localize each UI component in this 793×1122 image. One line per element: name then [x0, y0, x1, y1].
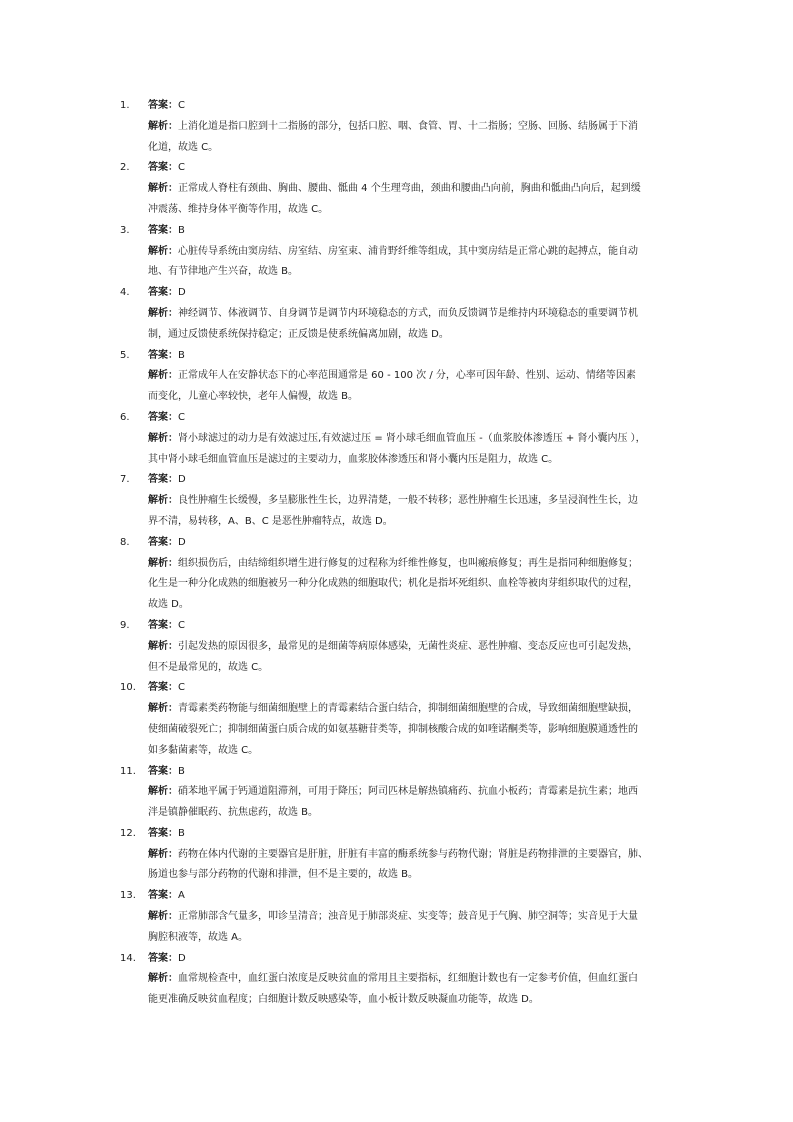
analysis-text: 冲震荡、维持身体平衡等作用，故选 C。	[148, 203, 329, 215]
analysis-label: 解析：	[148, 183, 178, 195]
analysis-text: 界不清，易转移，A、B、C 是恶性肿瘤特点，故选 D。	[148, 515, 393, 527]
answer-line	[148, 678, 676, 699]
answer-item	[0, 283, 793, 345]
answer-value: C	[178, 100, 185, 111]
item-body	[148, 762, 676, 824]
item-number: 11.	[120, 765, 136, 777]
analysis-text: 肾小球滤过的动力是有效滤过压,有效滤过压 = 肾小球毛细血管血压 -（血浆胶体渗透压 + 肾小囊内压 ），	[178, 432, 646, 444]
analysis-label: 解析：	[148, 307, 178, 319]
analysis-text: 组织损伤后，由结缔组织增生进行修复的过程称为纤维性修复，也叫瘢痕修复；再生是指同种细胞修复；	[178, 557, 638, 569]
answer-line	[148, 824, 676, 845]
answer-item	[0, 158, 793, 220]
analysis-line	[148, 658, 676, 679]
analysis-line	[148, 512, 676, 533]
answer-label: 答案：	[148, 890, 178, 902]
analysis-label: 解析：	[148, 370, 178, 382]
answer-value: C	[178, 619, 185, 631]
analysis-text: 泮是镇静催眠药、抗焦虑药，故选 B。	[148, 807, 319, 819]
answer-label: 答案：	[148, 100, 178, 111]
item-number: 3.	[120, 224, 130, 236]
answer-label: 答案：	[148, 765, 178, 777]
answer-line	[148, 949, 676, 970]
analysis-line	[148, 554, 676, 575]
analysis-line	[148, 491, 676, 512]
analysis-line	[148, 429, 676, 450]
item-body	[148, 408, 676, 470]
answer-item	[0, 470, 793, 532]
item-body	[148, 283, 676, 345]
answer-value: D	[178, 474, 186, 486]
analysis-label: 解析：	[148, 640, 178, 652]
item-body	[148, 470, 676, 532]
item-body	[148, 221, 676, 283]
analysis-line	[148, 574, 676, 595]
answer-item	[0, 886, 793, 948]
answer-item	[0, 824, 793, 886]
analysis-line	[148, 325, 676, 346]
analysis-line	[148, 741, 676, 762]
analysis-line	[148, 969, 676, 990]
item-number: 14.	[120, 952, 136, 964]
analysis-line	[148, 200, 676, 221]
answer-label: 答案：	[148, 619, 178, 631]
answer-value: D	[178, 952, 186, 964]
answer-value: C	[178, 682, 185, 694]
analysis-label: 解析：	[148, 120, 178, 132]
answer-label: 答案：	[148, 827, 178, 839]
answer-line	[148, 158, 676, 179]
analysis-text: 使细菌破裂死亡；抑制细菌蛋白质合成的如氨基糖苷类等，抑制核酸合成的如喹诺酮类等，影响细胞膜通透性的	[148, 723, 638, 735]
answer-value: B	[178, 349, 185, 361]
answer-line	[148, 533, 676, 554]
item-body	[148, 886, 676, 948]
answer-item	[0, 408, 793, 470]
item-number: 12.	[120, 827, 136, 839]
analysis-line	[148, 928, 676, 949]
answer-label: 答案：	[148, 474, 178, 486]
analysis-text: 神经调节、体液调节、自身调节是调节内环境稳态的方式，而负反馈调节是维持内环境稳态的重要调节机	[178, 307, 638, 319]
analysis-label: 解析：	[148, 848, 178, 860]
item-number: 10.	[120, 682, 136, 694]
analysis-line	[148, 179, 676, 200]
analysis-text: 其中肾小球毛细血管血压是滤过的主要动力，血浆胶体渗透压和肾小囊内压是阻力，故选 C。	[148, 453, 559, 465]
item-number: 2.	[120, 162, 130, 174]
analysis-line	[148, 907, 676, 928]
item-number: 6.	[120, 411, 130, 423]
analysis-label: 解析：	[148, 432, 178, 444]
analysis-line	[148, 117, 676, 138]
answer-label: 答案：	[148, 349, 178, 361]
answer-value: C	[178, 411, 185, 423]
answer-line	[148, 886, 676, 907]
analysis-label: 解析：	[148, 973, 178, 985]
answer-line	[148, 221, 676, 242]
analysis-text: 引起发热的原因很多，最常见的是细菌等病原体感染，无菌性炎症、恶性肿瘤、变态反应也可引起发热，	[178, 640, 638, 652]
analysis-text: 胸腔积液等，故选 A。	[148, 931, 249, 943]
answer-label: 答案：	[148, 682, 178, 694]
analysis-line	[148, 865, 676, 886]
item-number: 1.	[120, 100, 130, 111]
answer-item	[0, 96, 793, 158]
item-number: 8.	[120, 536, 130, 548]
item-body	[148, 96, 676, 158]
analysis-text: 能更准确反映贫血程度；白细胞计数反映感染等，血小板计数反映凝血功能等，故选 D。	[148, 994, 539, 1006]
answer-item	[0, 616, 793, 678]
answer-list	[0, 96, 793, 1011]
analysis-text: 制，通过反馈使系统保持稳定；正反馈是使系统偏离加剧，故选 D。	[148, 328, 449, 340]
analysis-line	[148, 803, 676, 824]
answer-value: D	[178, 287, 186, 299]
answer-line	[148, 762, 676, 783]
analysis-line	[148, 699, 676, 720]
item-number: 13.	[120, 890, 136, 902]
answer-label: 答案：	[148, 162, 178, 174]
answer-line	[148, 470, 676, 491]
item-body	[148, 616, 676, 678]
analysis-text: 血常规检查中，血红蛋白浓度是反映贫血的常用且主要指标，红细胞计数也有一定参考价值，但血红蛋白	[178, 973, 638, 985]
analysis-line	[148, 387, 676, 408]
analysis-label: 解析：	[148, 495, 178, 507]
analysis-text: 正常成人脊柱有颈曲、胸曲、腰曲、骶曲 4 个生理弯曲，颈曲和腰曲凸向前，胸曲和骶曲凸向后，起到缓	[178, 183, 641, 195]
answer-line	[148, 408, 676, 429]
answer-label: 答案：	[148, 536, 178, 548]
analysis-line	[148, 637, 676, 658]
analysis-line	[148, 845, 676, 866]
analysis-line	[148, 450, 676, 471]
answer-label: 答案：	[148, 224, 178, 236]
analysis-line	[148, 366, 676, 387]
answer-item	[0, 533, 793, 616]
item-body	[148, 158, 676, 220]
item-body	[148, 824, 676, 886]
analysis-text: 如多黏菌素等，故选 C。	[148, 744, 259, 756]
item-body	[148, 678, 676, 761]
item-body	[148, 949, 676, 1011]
answer-value: D	[178, 536, 186, 548]
analysis-label: 解析：	[148, 911, 178, 923]
item-body	[148, 533, 676, 616]
analysis-text: 良性肿瘤生长缓慢，多呈膨胀性生长，边界清楚，一般不转移；恶性肿瘤生长迅速，多呈浸润性生长，边	[178, 495, 638, 507]
answer-item	[0, 346, 793, 408]
answer-item	[0, 678, 793, 761]
item-body	[148, 346, 676, 408]
analysis-label: 解析：	[148, 245, 178, 257]
item-number: 5.	[120, 349, 130, 361]
analysis-line	[148, 595, 676, 616]
analysis-text: 正常肺部含气量多，叩诊呈清音；浊音见于肺部炎症、实变等；鼓音见于气胸、肺空洞等；实音见于大量	[178, 911, 638, 923]
analysis-text: 心脏传导系统由窦房结、房室结、房室束、浦肯野纤维等组成，其中窦房结是正常心跳的起搏点，能自动	[178, 245, 638, 257]
analysis-text: 但不是最常见的，故选 C。	[148, 661, 269, 673]
analysis-line	[148, 304, 676, 325]
answer-label: 答案：	[148, 952, 178, 964]
answer-value: A	[178, 890, 185, 902]
analysis-text: 上消化道是指口腔到十二指肠的部分，包括口腔、咽、食管、胃、十二指肠；空肠、回肠、结肠属于下消	[178, 120, 638, 132]
analysis-text: 药物在体内代谢的主要器官是肝脏，肝脏有丰富的酶系统参与药物代谢；肾脏是药物排泄的主要器官，肺、	[178, 848, 648, 860]
analysis-line	[148, 138, 676, 159]
analysis-text: 化道，故选 C。	[148, 141, 219, 153]
analysis-text: 青霉素类药物能与细菌细胞壁上的青霉素结合蛋白结合，抑制细菌细胞壁的合成，导致细菌细胞壁缺损，	[178, 703, 638, 715]
answer-value: B	[178, 224, 185, 236]
analysis-text: 肠道也参与部分药物的代谢和排泄，但不是主要的，故选 B。	[148, 869, 419, 881]
answer-label: 答案：	[148, 287, 178, 299]
answer-value: B	[178, 827, 185, 839]
answer-line	[148, 346, 676, 367]
analysis-line	[148, 242, 676, 263]
answer-item	[0, 221, 793, 283]
analysis-line	[148, 990, 676, 1011]
analysis-label: 解析：	[148, 786, 178, 798]
answer-item	[0, 949, 793, 1011]
analysis-label: 解析：	[148, 557, 178, 569]
item-number: 4.	[120, 287, 130, 299]
answer-line	[148, 96, 676, 117]
analysis-text: 化生是一种分化成熟的细胞被另一种分化成熟的细胞取代；机化是指坏死组织、血栓等被肉芽组织取代的过程，	[148, 578, 638, 590]
analysis-line	[148, 782, 676, 803]
analysis-text: 硝苯地平属于钙通道阻滞剂，可用于降压；阿司匹林是解热镇痛药、抗血小板药；青霉素是抗生素；地西	[178, 786, 638, 798]
item-number: 9.	[120, 619, 130, 631]
answer-line	[148, 616, 676, 637]
answer-line	[148, 283, 676, 304]
analysis-text: 地、有节律地产生兴奋，故选 B。	[148, 266, 299, 278]
analysis-label: 解析：	[148, 703, 178, 715]
answer-value: B	[178, 765, 185, 777]
analysis-text: 正常成年人在安静状态下的心率范围通常是 60 - 100 次 / 分，心率可因年龄、性别、运动、情绪等因素	[178, 370, 636, 382]
item-number: 7.	[120, 474, 130, 486]
answer-value: C	[178, 162, 185, 174]
analysis-line	[148, 262, 676, 283]
analysis-text: 而变化，儿童心率较快，老年人偏慢，故选 B。	[148, 391, 359, 403]
answer-label: 答案：	[148, 411, 178, 423]
analysis-text: 故选 D。	[148, 599, 189, 611]
analysis-line	[148, 720, 676, 741]
answer-item	[0, 762, 793, 824]
